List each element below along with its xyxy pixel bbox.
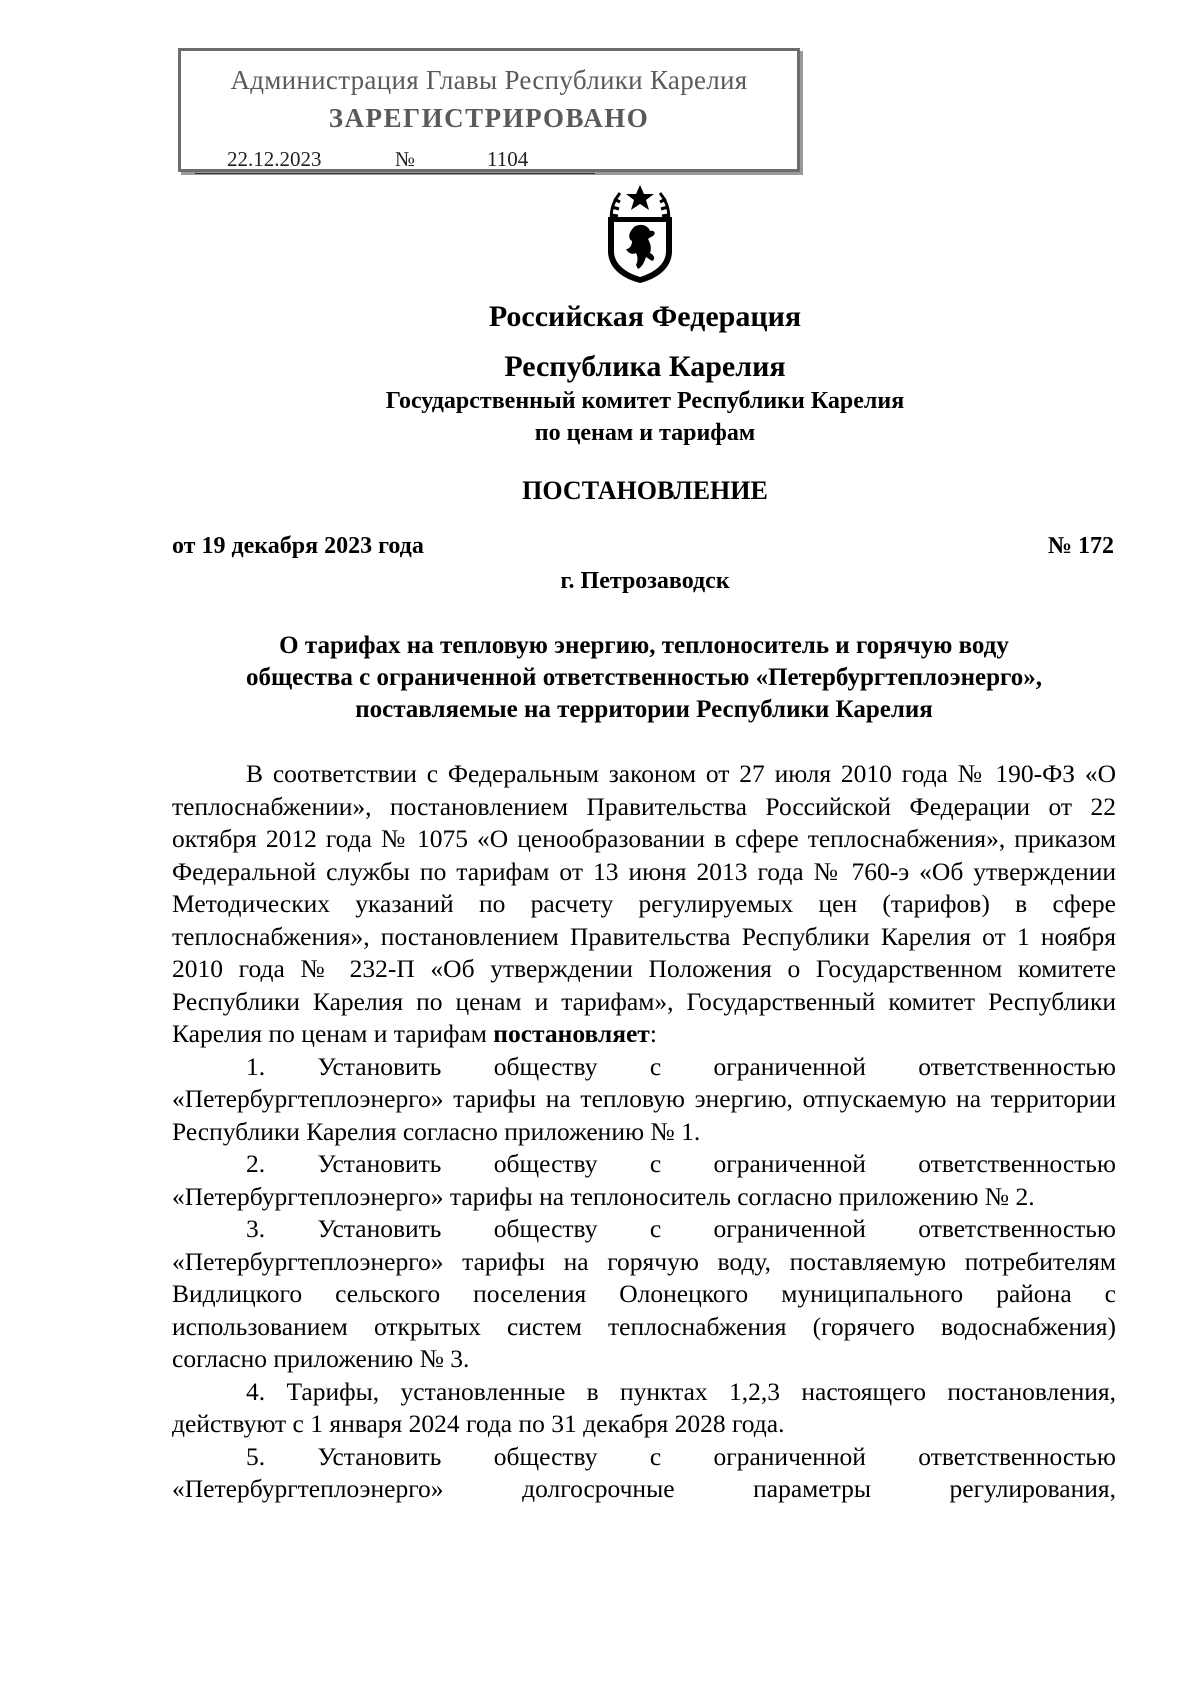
committee-heading-line2: по ценам и тарифам (534, 420, 756, 446)
stamp-date: 22.12.2023 (227, 147, 322, 171)
stamp-registration-line (195, 147, 595, 174)
item-paragraph-5: 5. Установить обществу с ограниченной ответственностью «Петербургтеплоэнерго» долгосрочные параметры регулирования, (172, 1441, 1116, 1503)
resolution-date: от 19 декабря 2023 года (172, 533, 424, 559)
republic-of-karelia-coat-of-arms-icon (590, 183, 690, 285)
country-heading: Российская Федерация (488, 300, 802, 333)
resolution-number: № 172 (1047, 533, 1114, 559)
document-type: ПОСТАНОВЛЕНИЕ (522, 476, 768, 505)
item-paragraph-2: 2. Установить обществу с ограниченной ответственностью «Петербургтеплоэнерго» тарифы на теплоноситель согласно приложению № 2. (172, 1149, 1116, 1211)
item-paragraph-4: 4. Тарифы, установленные в пунктах 1,2,3 настоящего постановления, действуют с 1 января 2024 года по 31 декабря 2028 года. (172, 1376, 1116, 1438)
stamp-number-sign: № (395, 147, 416, 171)
stamp-number: 1104 (487, 147, 529, 171)
preamble-text: В соответствии с Федеральным законом от 27 июля 2010 года № 190-ФЗ «О теплоснабжении», постановлением Правительства Российской Федерации от 22 октября 2012 года № 1075 «О ценообразовании в сфере теплоснабжения», приказом Федеральной службы по тарифам от 13 июня 2013 года № 760-э «Об утверждении Методических указаний по расчету регулируемых цен (тарифов) в сфере теплоснабжения», постановлением Правительства Республики Карелия от 1 ноября 2010 года № 232-П «Об утверждении Положения о Государственном комитете Республики Карелия по ценам и тарифам», Государственный комитет Республики Карелия по ценам и тарифам (172, 759, 1116, 1048)
stamp-organization: Администрация Главы Республики Карелия (230, 65, 748, 95)
registration-stamp (178, 48, 800, 172)
subject-line2: общества с ограниченной ответственностью «Петербургтеплоэнерго», (246, 664, 1042, 691)
item-paragraph-3: 3. Установить обществу с ограниченной ответственностью «Петербургтеплоэнерго» тарифы на горячую воду, поставляемую потребителям Видлицкого сельского поселения Олонецкого муниципального района с использованием открытых систем теплоснабжения (горячего водоснабжения) согласно приложению № 3. (172, 1214, 1116, 1373)
item-paragraph-1: 1. Установить обществу с ограниченной ответственностью «Петербургтеплоэнерго» тарифы на тепловую энергию, отпускаемую на территории Республики Карелия согласно приложению № 1. (172, 1051, 1116, 1146)
preamble-paragraph (172, 758, 1116, 1051)
subject-line1: О тарифах на тепловую энергию, теплоноситель и горячую воду (279, 632, 1009, 659)
resolves-colon: : (649, 1019, 657, 1048)
republic-heading: Республика Карелия (504, 350, 786, 383)
resolution-subject (172, 630, 1116, 726)
committee-heading-line1: Государственный комитет Республики Карелия (385, 388, 905, 414)
subject-line3: поставляемые на территории Республики Карелия (355, 696, 933, 723)
stamp-status: ЗАРЕГИСТРИРОВАНО (328, 103, 650, 133)
resolves-word: постановляет (493, 1019, 650, 1048)
resolution-body (172, 758, 1116, 1506)
resolution-city: г. Петрозаводск (560, 568, 730, 594)
